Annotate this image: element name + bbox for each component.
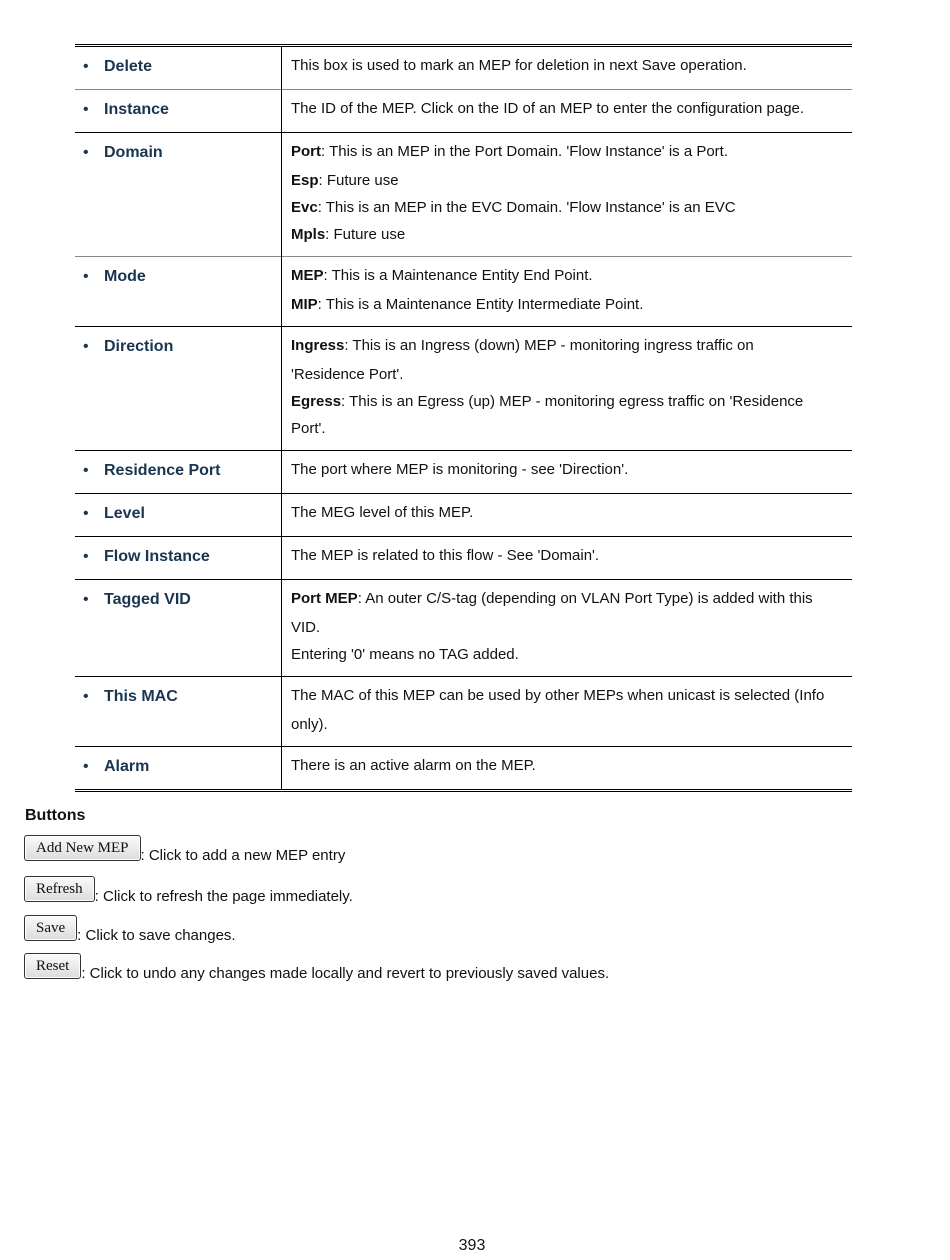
table-row xyxy=(75,133,852,257)
description-text: : This is a Maintenance Entity End Point. xyxy=(323,267,593,284)
description-line xyxy=(291,141,844,163)
description-term: Esp xyxy=(291,172,319,189)
description-text: The MEG level of this MEP. xyxy=(291,504,474,521)
description-text: The ID of the MEP. Click on the ID of an MEP to enter the configuration page. xyxy=(291,100,805,117)
description-text: The port where MEP is monitoring - see 'Direction'. xyxy=(291,461,629,478)
parameter-description-cell xyxy=(282,537,853,580)
description-text: : This is an Ingress (down) MEP - monitoring ingress traffic on xyxy=(344,337,754,354)
bullet-icon: • xyxy=(83,268,89,285)
description-line xyxy=(291,545,844,567)
parameter-name: Mode xyxy=(104,268,146,285)
parameter-description-cell xyxy=(282,580,853,677)
parameter-name: Residence Port xyxy=(104,462,221,479)
bullet-icon: • xyxy=(83,58,89,75)
refresh-button[interactable]: Refresh xyxy=(24,876,95,902)
table-row xyxy=(75,677,852,747)
parameter-name: Instance xyxy=(104,101,169,118)
reset-description: : Click to undo any changes made locally and revert to previously saved values. xyxy=(81,965,610,982)
description-text: 'Residence Port'. xyxy=(291,366,404,383)
parameter-name: Tagged VID xyxy=(104,591,191,608)
parameter-name-cell xyxy=(75,133,282,257)
table-row xyxy=(75,747,852,791)
parameter-name-cell xyxy=(75,747,282,791)
description-text: Entering '0' means no TAG added. xyxy=(291,646,519,663)
description-text: : Future use xyxy=(318,172,399,189)
parameter-name: Level xyxy=(104,505,145,522)
parameter-name-cell xyxy=(75,257,282,327)
description-line xyxy=(291,98,844,120)
refresh-description: : Click to refresh the page immediately. xyxy=(94,888,353,905)
parameter-name-cell xyxy=(75,451,282,494)
parameter-name-cell xyxy=(75,677,282,747)
description-line xyxy=(291,265,844,287)
description-term: Port MEP xyxy=(291,590,358,607)
description-text: : Future use xyxy=(325,226,406,243)
description-term: MIP xyxy=(291,296,318,313)
parameter-description-cell xyxy=(282,747,853,791)
bullet-icon: • xyxy=(83,101,89,118)
description-text: The MEP is related to this flow - See 'Domain'. xyxy=(291,547,600,564)
parameter-description-cell xyxy=(282,257,853,327)
parameter-description-cell xyxy=(282,451,853,494)
description-line xyxy=(291,459,844,481)
description-term: Mpls xyxy=(291,226,326,243)
bullet-icon: • xyxy=(83,462,89,479)
description-text: The MAC of this MEP can be used by other MEPs when unicast is selected (Info xyxy=(291,687,825,704)
bullet-icon: • xyxy=(83,548,89,565)
description-text: : An outer C/S-tag (depending on VLAN Port Type) is added with this xyxy=(357,590,813,607)
table-row xyxy=(75,327,852,451)
parameter-description-cell xyxy=(282,677,853,747)
save-description: : Click to save changes. xyxy=(77,927,236,944)
description-text: : This is an MEP in the EVC Domain. 'Flow Instance' is an EVC xyxy=(317,199,736,216)
description-line xyxy=(291,588,844,610)
parameter-description-cell xyxy=(282,90,853,133)
description-term: Ingress xyxy=(291,337,345,354)
bullet-icon: • xyxy=(83,505,89,522)
parameter-name: Direction xyxy=(104,338,174,355)
bullet-icon: • xyxy=(83,144,89,161)
save-row xyxy=(24,915,236,944)
description-text: Port'. xyxy=(291,420,326,437)
refresh-row xyxy=(24,876,353,905)
add-new-mep-button[interactable]: Add New MEP xyxy=(24,835,141,861)
parameter-table xyxy=(75,44,852,792)
parameter-description-cell xyxy=(282,494,853,537)
parameter-description-cell xyxy=(282,327,853,451)
description-line xyxy=(291,55,844,77)
parameter-name: This MAC xyxy=(104,688,178,705)
buttons-heading: Buttons xyxy=(25,807,86,824)
table-row xyxy=(75,451,852,494)
description-term: MEP xyxy=(291,267,324,284)
table-row xyxy=(75,580,852,677)
bullet-icon: • xyxy=(83,758,89,775)
parameter-name: Domain xyxy=(104,144,163,161)
parameter-name-cell xyxy=(75,537,282,580)
table-row xyxy=(75,537,852,580)
description-text: VID. xyxy=(291,619,321,636)
parameter-name: Flow Instance xyxy=(104,548,210,565)
bullet-icon: • xyxy=(83,591,89,608)
description-line xyxy=(291,335,844,357)
parameter-name-cell xyxy=(75,327,282,451)
table-row xyxy=(75,494,852,537)
description-text: : This is an MEP in the Port Domain. 'Flow Instance' is a Port. xyxy=(321,143,729,160)
parameter-name: Alarm xyxy=(104,758,150,775)
page-number: 393 xyxy=(458,1237,486,1254)
table-row xyxy=(75,90,852,133)
description-text: There is an active alarm on the MEP. xyxy=(291,757,536,774)
add-new-mep-description: : Click to add a new MEP entry xyxy=(140,847,346,864)
description-term: Port xyxy=(291,143,321,160)
description-line xyxy=(291,639,844,670)
parameter-name-cell xyxy=(75,580,282,677)
parameter-name-cell xyxy=(75,90,282,133)
description-text: only). xyxy=(291,716,328,733)
description-line xyxy=(291,289,844,320)
parameter-description-cell xyxy=(282,46,853,90)
parameter-name-cell xyxy=(75,494,282,537)
description-line xyxy=(291,685,844,707)
description-line xyxy=(291,386,844,417)
bullet-icon: • xyxy=(83,688,89,705)
description-text: : This is a Maintenance Entity Intermediate Point. xyxy=(317,296,644,313)
reset-button[interactable]: Reset xyxy=(24,953,81,979)
description-text: This box is used to mark an MEP for deletion in next Save operation. xyxy=(291,57,747,74)
add-new-mep-row xyxy=(24,835,346,864)
description-line xyxy=(291,219,844,250)
table-row xyxy=(75,257,852,327)
parameter-name-cell xyxy=(75,46,282,90)
description-line xyxy=(291,502,844,524)
reset-row xyxy=(24,953,610,982)
description-term: Evc xyxy=(291,199,318,216)
description-term: Egress xyxy=(291,393,342,410)
parameter-description-cell xyxy=(282,133,853,257)
description-text: : This is an Egress (up) MEP - monitoring egress traffic on 'Residence xyxy=(341,393,804,410)
bullet-icon: • xyxy=(83,338,89,355)
save-button[interactable]: Save xyxy=(24,915,77,941)
parameter-name: Delete xyxy=(104,58,153,75)
description-line xyxy=(291,413,844,444)
description-line xyxy=(291,755,844,777)
description-line xyxy=(291,709,844,740)
table-row xyxy=(75,46,852,90)
